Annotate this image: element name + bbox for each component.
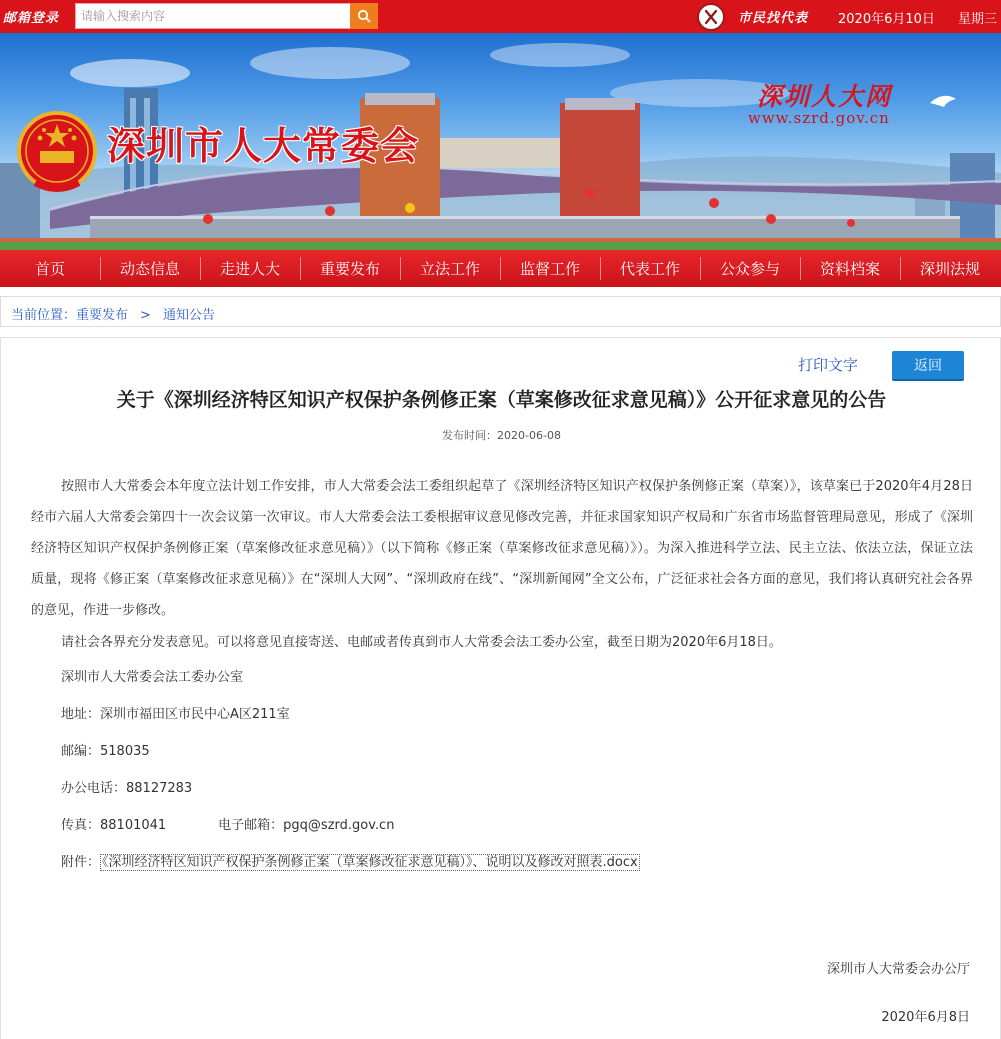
nav-item-supervision[interactable]: 监督工作: [500, 250, 600, 287]
search-input[interactable]: [76, 4, 350, 28]
nav-item-about[interactable]: 走进人大: [200, 250, 300, 287]
attachment-label: 附件：: [61, 855, 101, 870]
publish-date: [1, 427, 1001, 443]
nav-item-legislation[interactable]: 立法工作: [400, 250, 500, 287]
nav-item-archives[interactable]: 资料档案: [800, 250, 900, 287]
nav-item-home[interactable]: 首页: [34, 260, 65, 278]
search-icon: [357, 9, 371, 23]
office-name: 深圳市人大常委会法工委办公室: [61, 670, 244, 685]
article-body: [31, 471, 973, 881]
article-container: [0, 337, 1001, 1039]
header-banner: [0, 33, 1001, 250]
current-weekday: 星期三: [958, 12, 998, 27]
nav-item-regulations[interactable]: 深圳法规: [900, 250, 1000, 287]
office-email: 电子邮箱：pgq@szrd.gov.cn: [218, 818, 395, 833]
signature: 深圳市人大常委会办公厅: [826, 962, 970, 977]
banner-title: 深圳市人大常委会: [107, 124, 420, 168]
attachment-link[interactable]: 《深圳经济特区知识产权保护条例修正案（草案修改征求意见稿）》、说明以及修改对照表.docx: [102, 855, 638, 870]
banner-site-url: www.szrd.gov.cn: [748, 109, 890, 127]
current-date: 2020年6月10日: [838, 12, 935, 27]
office-address: 地址：深圳市福田区市民中心A区211室: [61, 707, 290, 722]
mail-login-link[interactable]: 邮箱登录: [3, 11, 60, 26]
print-text-link[interactable]: 打印文字: [798, 356, 859, 374]
nav-item-deputies[interactable]: 代表工作: [600, 250, 700, 287]
office-phone: 办公电话：88127283: [61, 781, 193, 796]
article-paragraph-2: 请社会各界充分发表意见。可以将意见直接寄送、电邮或者传真到市人大常委会法工委办公室，截至日期为2020年6月18日。: [61, 635, 782, 650]
banner-site-name: 深圳人大网: [757, 82, 893, 111]
publish-date-label: 发布时间：: [442, 429, 498, 442]
office-fax-email: [31, 807, 973, 844]
deputy-logo-icon[interactable]: [697, 3, 725, 31]
main-nav: [0, 250, 1001, 287]
breadcrumb-link-releases[interactable]: 重要发布: [76, 308, 129, 323]
search-button[interactable]: [350, 3, 378, 29]
top-bar: [0, 0, 1001, 33]
nav-item-news[interactable]: 动态信息: [100, 250, 200, 287]
signature-date: 2020年6月8日: [881, 1010, 970, 1025]
breadcrumb-link-notices[interactable]: 通知公告: [162, 308, 215, 323]
article-title: 关于《深圳经济特区知识产权保护条例修正案（草案修改征求意见稿）》公开征求意见的公告: [116, 389, 887, 411]
publish-date-value: 2020-06-08: [497, 429, 561, 442]
article-paragraph-1: 按照市人大常委会本年度立法计划工作安排，市人大常委会法工委组织起草了《深圳经济特区知识产权保护条例修正案（草案）》，该草案已于2020年4月28日经市六届人大常委会第四十一次会议第一次审议。市人大常委会法工委根据审议意见修改完善，并征求国家知识产权局和广东省市场监督管理局意见，形成了《深圳经济特区知识产权保护条例修正案（草案修改征求意见稿）》（以下简称《修正案（草案修改征求意见稿）》）。为深入推进科学立法、民主立法、依法立法，保证立法质量，现将《修正案（草案修改征求意见稿）》在“深圳人大网”、“深圳政府在线”、“深圳新闻网”全文公布，广泛征求社会各方面的意见，我们将认真研究社会各界的意见，作进一步修改。: [31, 479, 973, 618]
breadcrumb: [0, 296, 1001, 327]
breadcrumb-separator: >: [140, 308, 151, 323]
nav-item-participation[interactable]: 公众参与: [700, 250, 800, 287]
search-box: [75, 3, 377, 29]
office-fax: 传真：88101041: [61, 818, 167, 833]
attachment-line: [31, 844, 973, 881]
nav-item-releases[interactable]: 重要发布: [300, 250, 400, 287]
back-button[interactable]: 返回: [892, 351, 964, 381]
citizen-find-deputy-link[interactable]: 市民找代表: [738, 11, 809, 26]
breadcrumb-prefix: 当前位置：: [11, 308, 77, 323]
office-postcode: 邮编：518035: [61, 744, 150, 759]
